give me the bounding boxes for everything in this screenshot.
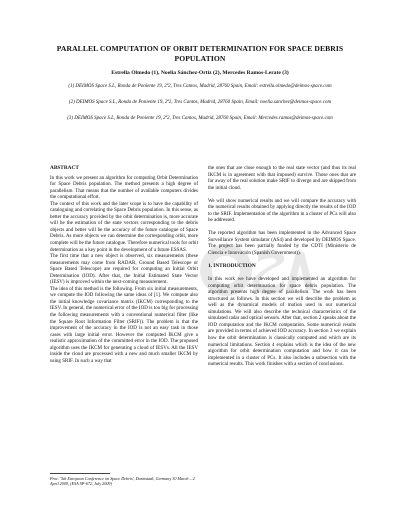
affiliation-3: (3) DEIMOS Space S.L, Ronda de Poniente 19, 2ª2, Tres Cantos, Madrid, 28760 Spain, Email: Mercedes.ramos@deimos-space.com	[67, 116, 333, 121]
author-list: Estrella Olmedo (1), Noelia Sánchez-Ortiz (2), Mercedes Ramos-Lerate (3)	[111, 70, 289, 76]
abstract-paragraph: The context of this work and the later scope is to have the capability of cataloguing and correlating the Space Debris population. In this sense, as better the accuracy provided by the orbit determination is, more accurate will be the estimation of the state vectors corresponding to the debris objects and better will be the accuracy of the future catalogue of Space Debris. As more objects we can determine the corresponding orbit, more complete will be the future catalogue. Therefore numerical tools for orbit determination as a key point in the development of a future ESSAS.	[50, 200, 198, 253]
introduction-heading: 1. INTRODUCTION	[208, 263, 256, 270]
abstract-paragraph: We will show numerical results and we will compare the accuracy with the numerical results obtained by applying directly the results of the IOD to the SRIF. Implementation of the algorithm in a cluster of PCs will also be addressed.	[208, 197, 356, 224]
abstract-paragraph: The first time that a new object is observed, six measurements (these measurements may come from RADAR, Ground Based Telescope or Space Based Telescope) are required for computing an Initial Orbit Determination (IOD). After that, the Initial Estimated State Vector (IESV) is improved within the next-coming measurement.	[50, 253, 198, 286]
introduction-paragraph: In this work we have developed and implemented an algorithm for computing orbit determination for space debris population. The algorithm presents high degree of parallelism. The work has been structured as follows. In this section we will describe the problem as well as the dynamical models of motion used in our numerical simulations. We will also describe the technical characteristics of the simulated radar and optical sensors. After that, section 2 speaks about the IOD computation and the IKCM computation. Some numerical results are provided in terms of achieved IOD accuracy. In section 3 we explain how the orbit determination is classically computed and which are its numerical limitations. Section 4 explains which is the idea of the new algorithm for orbit determination computation and how it can be implemented in a cluster of PCs. It also includes a subsection with the numerical results. This work finishes with a section of conclusions.	[208, 276, 356, 368]
abstract-paragraph: the ones that are close enough to the real state vector (and thus its real IKCM is in agreement with that imposed) survive. Those ones that are far away of the real solution make SRIF to diverge and are skipped from the initial cloud.	[208, 165, 356, 191]
affiliation-1: (1) DEIMOS Space S.L, Ronda de Poniente 19, 2ª2, Tres Cantos, Madrid, 28760 Spain, Email: estrella.olmedo@deimos-space.com	[68, 84, 332, 89]
paper-title: PARALLEL COMPUTATION OF ORBIT DETERMINATION FOR SPACE DEBRIS POPULATION	[56, 44, 344, 63]
footnote: Proc. '5th European Conference on Space Debris', Darmstadt, Germany 30 March – 2 April 2009, (ESA SP-672, July 2009)	[50, 476, 195, 487]
affiliation-2: (2) DEIMOS Space S.L, Ronda de Poniente 19, 2ª2, Tres Cantos, Madrid, 28760 Spain, Email: noelia.sanchez@deimos-space.com	[68, 100, 332, 105]
abstract-heading: ABSTRACT	[50, 165, 79, 171]
abstract-paragraph: The idea of this method is the following. From six initial measurements, we compute the IOD following the same ideas of [1]. We compute also the initial knowledge covariance matrix (IKCM) corresponding to the IESV. In general, the numerical error of the IOD is too big for processing the following measurements with a conventional numerical filter (like the Square Root Information Filter (SRIF)). The problem is that the improvement of the accuracy in the IOD is not an easy task in those cases with large initial error. However the computed IKCM give a realistic approximation of the committed error in the IOD. The proposed algorithm uses the IKCM for generating a cloud of IESVs. All the IESV inside the cloud are processed with a new and much smaller IKCM by using SRIF. In such a way that	[50, 285, 198, 364]
abstract-paragraph: In this work we present an algorithm for computing Orbit Determination for Space Debris population. The method presents a high degree of parallelism. That means that the number of available computers divides the computational effort.	[50, 174, 198, 201]
left-column	[50, 165, 198, 364]
abstract-paragraph: The reported algorithm has been implemented in the Advanced Space Surveillance System simulator (AS4) and developed by DEIMOS Space. The project has been partially funded by the CDTI (Ministerio de Ciencia e Innovación (Spanish Government)).	[208, 230, 356, 257]
right-column	[208, 165, 356, 368]
footnote-divider	[50, 473, 110, 474]
